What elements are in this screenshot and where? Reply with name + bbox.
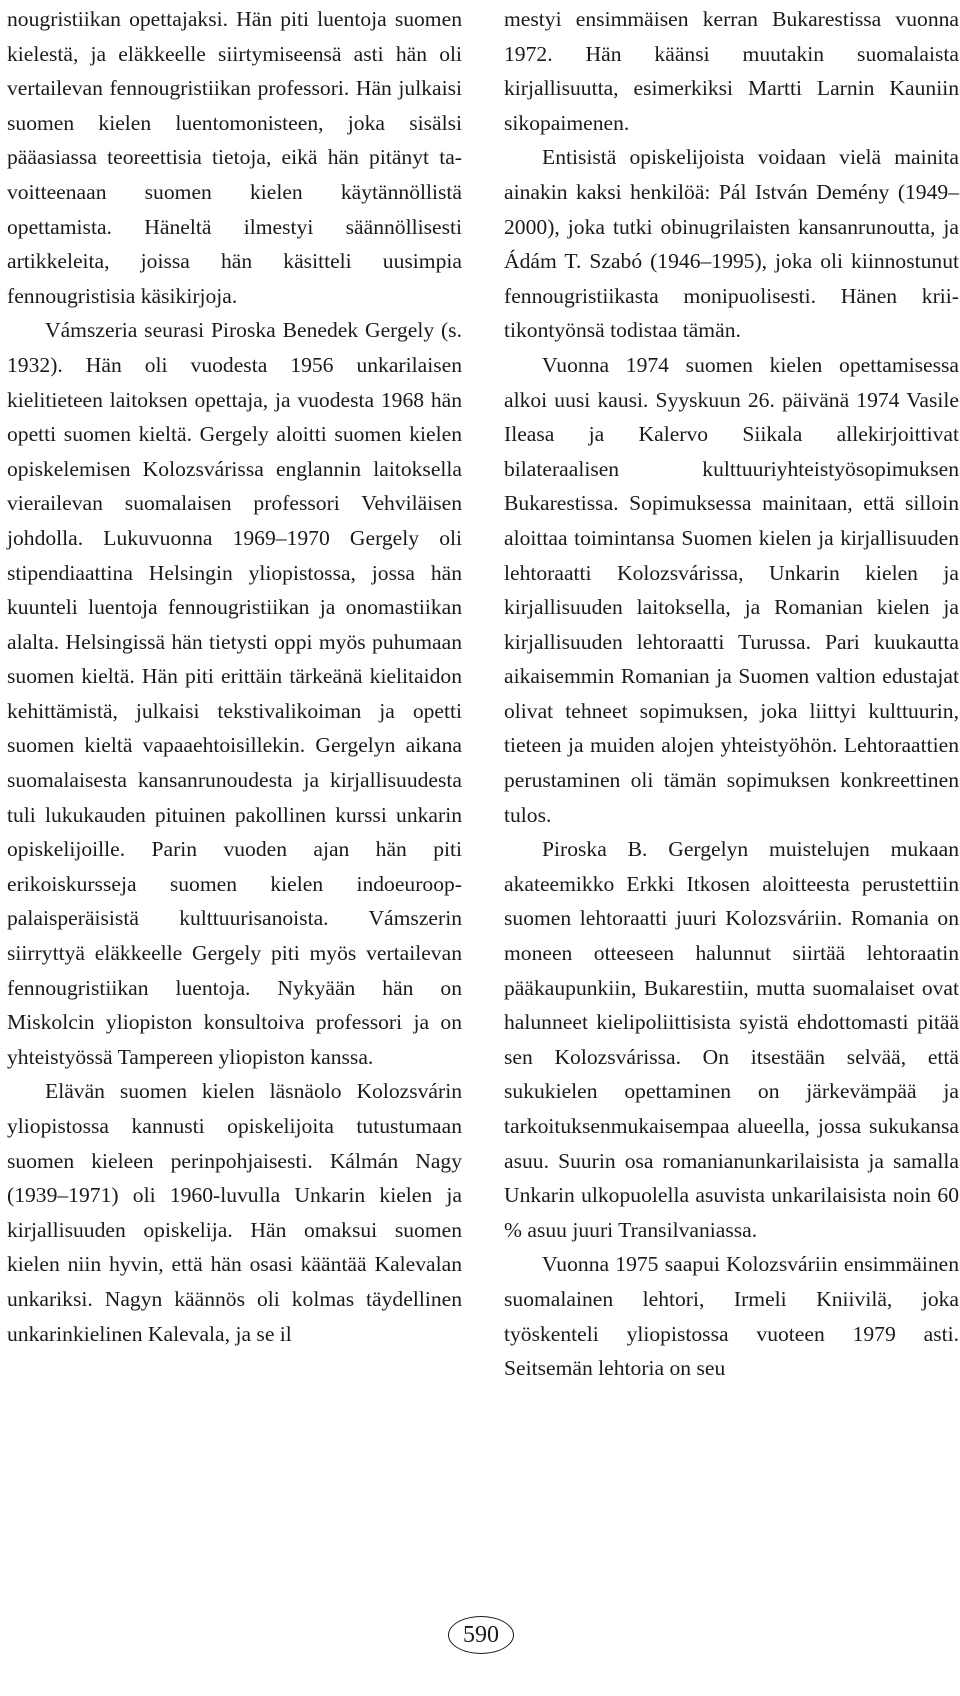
paragraph: Entisistä opiskelijoista voidaan vielä mainita ainakin kaksi henkilöä: Pál István Demény (1949–2000), joka tutki obinugrilaisten kansanrunoutta, ja Ádám T. Szabó (1946–1995), joka oli kiinnostunut fennougristiikasta monipuolisesti. Hänen kriitikontyönsä todistaa tämän. (504, 145, 959, 343)
paragraph: Vuonna 1975 saapui Kolozsváriin ensimmäinen suomalainen lehtori, Irmeli Kniivilä, joka työskenteli yliopistossa vuoteen 1979 asti. Seitsemän lehtoria on seu (504, 1252, 959, 1381)
paragraph: Vámszeria seurasi Piroska Benedek Gergely (s. 1932). Hän oli vuodesta 1956 unkarilaisen kielitieteen laitoksen opettaja, ja vuodesta 1968 hän opetti suomen kieltä. Gergely aloitti suomen kielen opiskelemisen Kolozsvárissa englannin laitoksella vierailevan suomalaisen professori Vehviläisen johdolla. Lukuvuonna 1969–1970 Gergely oli stipendiaattina Helsingin yliopistossa, jossa hän kuunteli luentoja fennougristiikan ja onomastiikan alalta. Helsingissä hän tietysti oppi myös puhumaan suomen kieltä. Hän piti erittäin tärkeänä kielitaidon kehittämistä, julkaisi tekstivalikoiman ja opetti suomen kieltä vapaaehtoisillekin. Gergelyn aikana suomalaisesta kansanrunoudesta ja kirjallisuudesta tuli lukukauden pituinen pakollinen kurssi unkarin opiskelijoille. Parin vuoden ajan hän piti erikoiskursseja suomen kielen indoeurooppalaisperäisistä kulttuurisanoista. Vámszerin siirryttyä eläkkeelle Gergely piti myös vertailevan fennougristiikan luentoja. Nykyään hän on Miskolcin yliopiston konsultoiva professori ja on yhteistyössä Tampereen yliopiston kanssa. (7, 318, 462, 1069)
paragraph: Piroska B. Gergelyn muistelujen mukaan akateemikko Erkki Itkosen aloitteesta perustettiin suomen lehtoraatti juuri Kolozsváriin. Romania on moneen otteeseen halunnut siirtää lehtoraatin pääkaupunkiin, Bukarestiin, mutta suomalaiset ovat halunneet kielipoliittisista syistä ehdottomasti pitää sen Kolozsvárissa. On itsestään selvää, että sukukielen opettaminen on järkevämpää ja tarkoituksenmukaisempaa alueella, jossa sukukansa asuu. Suurin osa romanianunkarilaisista ja samalla Unkarin ulkopuolella asuvista unkarilaisista noin 60 % asuu juuri Transilvaniassa. (504, 837, 959, 1242)
page-number: 590 (448, 1616, 514, 1654)
paragraph: Vuonna 1974 suomen kielen opettamisessa alkoi uusi kausi. Syyskuun 26. päivänä 1974 Vasile Ileasa ja Kalervo Siikala allekirjoittivat bilateraalisen kulttuuriyhteistyösopimuksen Bukarestissa. Sopimuksessa mainitaan, että silloin aloittaa toimintansa Suomen kielen ja kirjallisuuden lehtoraatti Kolozsvárissa, Unkarin kielen ja kirjallisuuden laitoksella, ja Romanian kielen ja kirjallisuuden lehtoraatti Turussa. Pari kuukautta aikaisemmin Romanian ja Suomen valtion edustajat olivat tehneet sopimuksen, joka liittyi kulttuurin, tieteen ja muiden alojen yhteistyöhön. Lehtoraattien perustaminen oli tämän sopimuksen konkreettinen tulos. (504, 352, 959, 827)
paragraph: Elävän suomen kielen läsnäolo Kolozsvárin yliopistossa kannusti opiskelijoita tutustumaan suomen kieleen perinpohjaisesti. Kálmán Nagy (1939–1971) oli 1960-luvulla Unkarin kielen ja kirjallisuuden opiskelija. Hän omaksui suomen kielen niin hyvin, että hän osasi kääntää Kalevalan unkariksi. Nagyn käännös oli kolmas täydellinen unkarinkielinen Kalevala, ja se il (7, 1079, 462, 1346)
paragraph: mestyi ensimmäisen kerran Bukarestissa vuonna 1972. Hän käänsi muutakin suomalaista kirjallisuutta, esimerkiksi Martti Larnin Kauniin sikopaimenen. (504, 7, 959, 135)
right-text-column (504, 2, 959, 1386)
left-text-column (7, 2, 462, 1351)
paragraph: nougristiikan opettajaksi. Hän piti luentoja suomen kielestä, ja eläkkeelle siirtymiseensä asti hän oli vertailevan fennougristiikan professori. Hän julkaisi suomen kielen luentomonisteen, joka sisälsi pääasiassa teoreettisia tietoja, eikä hän pitänyt tavoitteenaan suomen kielen käytännöllistä opettamista. Häneltä ilmestyi säännöllisesti artikkeleita, joissa hän käsitteli uusimpia fennougristisia käsikirjoja. (7, 7, 462, 308)
